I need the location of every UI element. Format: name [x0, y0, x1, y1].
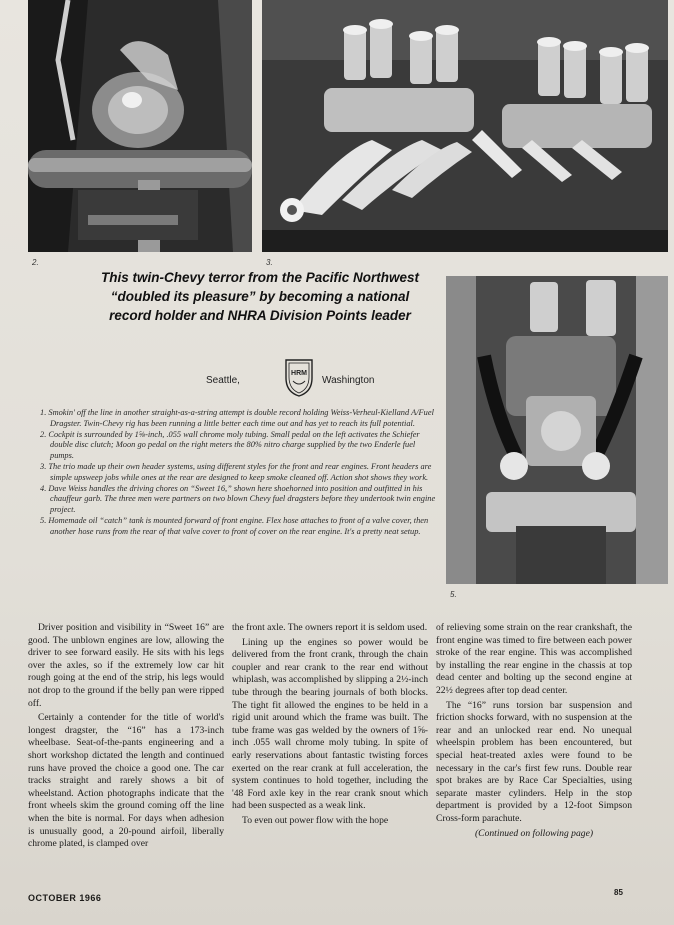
issue-date: OCTOBER 1966: [28, 893, 102, 903]
paragraph: Certainly a contender for the title of world's longest dragster, the “16” has a 173-inch wheelbase. Seat-of-the-pants engineering and a short workshop dictated the length and continued runs have proved the choice a good one. The car tracks straight and rarely shows a bit of wheelstand. Action photographs indicate that the front wheels skim the ground coming off the line when the bite is normal. For days when adhesion is unusually good, a 20-pound airfoil, liberally chrome plated, is clamped over: [28, 712, 224, 850]
caption-item: 3. The trio made up their own header systems, using different styles for the front and rear engines. Front headers are simple upsweep jobs while ones at the rear are designed to keep smoke cleaned off. Action shot shows they work.: [40, 461, 432, 482]
byline-state: Washington: [322, 375, 375, 386]
photo-twin-engines: [262, 0, 668, 252]
photo-captions: [40, 408, 436, 538]
paragraph: Driver position and visibility in “Sweet 16” are good. The unblown engines are low, allowing the driver to see forward easily. He sits with his legs over the axles, so if the extremely low car hit rough going at the end of the strip, his legs would not drop to the ground if the belly pan were ripped off.: [28, 622, 224, 709]
photo-number-2: 2.: [32, 258, 39, 267]
caption-item: 4. Dave Weiss handles the driving chores on “Sweet 16,” shown here shoehorned into position and outfitted in his chauffeur garb. The three men were partners on two blown Chevy fuel dragsters before they undertook twin engine project.: [40, 483, 436, 515]
photo-cockpit: [28, 0, 252, 252]
page-number: 85: [614, 888, 623, 897]
photo-number-5: 5.: [450, 590, 457, 599]
hrm-seal-icon: [284, 356, 314, 398]
caption-item: 5. Homemade oil “catch” tank is mounted forward of front engine. Flex hose attaches to front of a valve cover, then another hose runs from the rear of that valve cover to front of cover on the rear engine. It's a pretty neat setup.: [40, 515, 429, 536]
article-headline: This twin-Chevy terror from the Pacific Northwest “doubled its pleasure” by becoming a national record holder and NHRA Division Points leader: [100, 270, 420, 323]
cockpit-illustration: [28, 0, 252, 252]
svg-text:HRM: HRM: [291, 370, 307, 377]
paragraph: To even out power flow with the hope: [242, 814, 389, 826]
photo-front-engine: [446, 276, 668, 584]
engines-illustration: [262, 0, 668, 252]
byline-city: Seattle,: [206, 375, 240, 386]
paragraph: The “16” runs torsion bar suspension and friction shocks forward, with no suspension at the rear and an unlocked rear end. No unequal wheelspin problem has been encountered, but special heat-treated axles were found to be necessary in the car's first few runs. Double rear spot brakes are by Race Car Specialties, using separate master cylinders. Help in the stop department is provided by a 12-foot Simpson Cross-form parachute.: [436, 699, 632, 824]
front-engine-illustration: [446, 276, 668, 584]
caption-item: 1. Smokin' off the line in another straight-as-a-string attempt is double record holding Weiss-Verheul-Kielland A/Fuel Dragster. Twin-Chevy rig has been running a little better each time out and has yet to reach its full potential.: [40, 408, 434, 428]
body-column-1: [28, 622, 224, 853]
photo-number-3: 3.: [266, 258, 273, 267]
caption-item: 2. Cockpit is surrounded by 1⅝-inch, .055 wall chrome moly tubing. Small pedal on the left activates the Schiefer double disc clutch; Moon go pedal on the right meters the 80% nitro charge supplied by the two Enderle fuel pumps.: [40, 429, 420, 461]
continued-note: (Continued on following page): [474, 827, 594, 839]
paragraph: of relieving some strain on the rear crankshaft, the front engine was timed to fire between each power stroke of the rear engine. This was accomplished by installing the rear engine in the chassis at top dead center and bolting up the second engine at 22½ degrees after top dead center.: [436, 622, 632, 696]
paragraph: Lining up the engines so power would be delivered from the front crank, through the chain coupler and rear crank to the rear end without whiplash, was accomplished by slipping a 2½-inch tube through the bearing journals of both blocks. The tight fit allowed the engines to be held in a rigid unit around which the frame was built. The tube frame was gas welded by the owners of 1⅝-inch .055 wall chrome moly tubing. In spite of early reservations about fantastic twisting forces exerted on the rear crank at full acceleration, the system continues to hold together, including the '48 Ford axle key in the rear crank snout which had been suspected as a weak link.: [232, 636, 428, 812]
body-column-2: [232, 622, 428, 830]
body-column-3: [436, 622, 632, 842]
paragraph: the front axle. The owners report it is seldom used.: [232, 622, 428, 633]
